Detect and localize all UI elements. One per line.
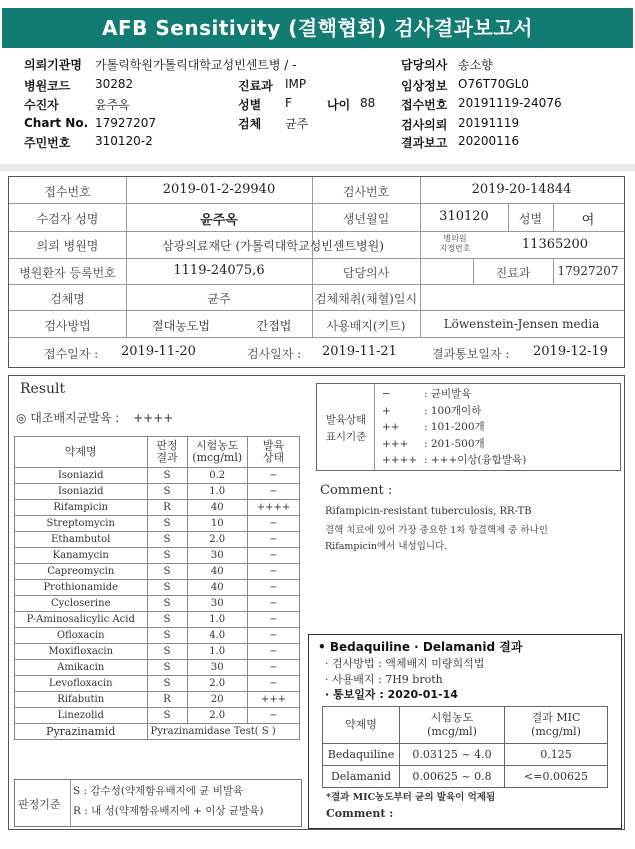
drug-name-cell: Moxifloxacin	[15, 644, 148, 660]
institution-label: 의뢰기관명	[24, 58, 82, 72]
drug-name-cell: Amikacin	[15, 660, 148, 676]
info-media-label: 사용배지(키트)	[326, 319, 406, 333]
judgement-cell: S	[147, 644, 187, 660]
dept-value: IMP	[285, 77, 307, 91]
rrn-value: 310120-2	[95, 134, 153, 148]
judgement-cell: S	[147, 516, 187, 532]
separator	[0, 164, 635, 171]
info-receipt-no-label: 접수번호	[44, 185, 91, 199]
concentration-cell: 20	[187, 692, 247, 708]
judgement-cell: S	[147, 612, 187, 628]
judgement-cell: S	[147, 484, 187, 500]
mic-result-cell: <=0.00625	[505, 766, 608, 788]
report-label: 결과보고	[401, 136, 448, 150]
info-dept-value: 17927207	[557, 264, 619, 278]
info-test-no-label: 검사번호	[342, 185, 390, 199]
drug-name-cell: Levofloxacin	[15, 676, 148, 692]
judgement-cell: R	[147, 500, 187, 516]
growth-cell: −	[247, 468, 299, 484]
info-designated-value: 11365200	[521, 237, 589, 252]
growth-cell: −	[247, 708, 299, 724]
growth-cell: −	[247, 484, 299, 500]
sex-value: F	[285, 96, 292, 110]
mic-table	[322, 706, 608, 788]
judgement-cell: S	[147, 580, 187, 596]
growth-cell: +++	[247, 692, 299, 708]
request-label: 검사의뢰	[401, 118, 448, 132]
info-reg-no-label: 병원환자 등록번호	[19, 266, 116, 280]
growth-cell: −	[247, 564, 299, 580]
concentration-cell: 40	[187, 580, 247, 596]
info-reg-no-value: 1119-24075,6	[173, 263, 265, 278]
drug-name-cell: P-Aminosalicylic Acid	[15, 612, 148, 628]
concentration-cell: 40	[187, 564, 247, 580]
info-name-label: 수검자 성명	[36, 212, 99, 226]
judgement-cell: S	[147, 468, 187, 484]
info-designated-label: 병의원 지정번호	[439, 234, 471, 253]
age-value: 88	[360, 96, 376, 110]
drug-name-cell: Linezolid	[15, 708, 148, 724]
table-row	[15, 564, 300, 580]
comment-title: Comment :	[320, 483, 393, 498]
table-row	[15, 484, 300, 500]
mic-concentration-cell: 0.03125 ~ 4.0	[400, 744, 505, 766]
info-sex-value: 여	[581, 213, 595, 228]
table-row	[15, 644, 300, 660]
drug-table	[14, 436, 300, 740]
growth-cell: −	[247, 612, 299, 628]
patient-value: 윤주옥	[95, 98, 130, 112]
mic-title: • Bedaquiline · Delamanid 결과	[318, 640, 523, 654]
legend-item	[382, 386, 526, 403]
control-growth-value: ++++	[133, 411, 174, 425]
specimen-value: 균주	[285, 117, 309, 131]
table-row	[15, 660, 300, 676]
judgement-cell: S	[147, 564, 187, 580]
table-row	[15, 676, 300, 692]
legend-list	[382, 386, 526, 469]
info-media-value: Löwenstein-Jensen media	[443, 317, 600, 331]
legend-symbol: ++++	[382, 454, 418, 466]
info-receipt-date-value: 2019-11-20	[121, 344, 196, 359]
info-method-value-2: 간접법	[256, 319, 292, 333]
judgement-cell: S	[147, 532, 187, 548]
drug-name-cell: Streptomycin	[15, 516, 148, 532]
legend-item	[382, 436, 526, 453]
mic-notify-date: · 통보일자 : 2020-01-14	[325, 688, 458, 701]
info-hospital-label: 의뢰 병원명	[36, 239, 99, 253]
drug-name-cell: Isoniazid	[15, 468, 148, 484]
info-birth-label: 생년월일	[342, 212, 390, 226]
specimen-label: 검체	[238, 117, 262, 131]
drug-name-cell: Ofloxacin	[15, 628, 148, 644]
clinical-value: O76T70GL0	[458, 77, 529, 91]
doctor-label: 담당의사	[401, 58, 448, 72]
concentration-cell: 2.0	[187, 532, 247, 548]
drug-name-cell: Capreomycin	[15, 564, 148, 580]
mic-col-drug: 약제명	[323, 707, 400, 744]
judgement-cell: S	[147, 596, 187, 612]
concentration-cell: 4.0	[187, 628, 247, 644]
concentration-cell: 1.0	[187, 612, 247, 628]
growth-cell: −	[247, 548, 299, 564]
concentration-cell: 1.0	[187, 484, 247, 500]
hospital-code-value: 30282	[95, 77, 134, 91]
table-row	[15, 548, 300, 564]
mic-comment: Comment :	[326, 807, 394, 820]
table-row	[15, 708, 300, 724]
concentration-cell: 0.2	[187, 468, 247, 484]
info-collect-label: 검체채취(채혈)일시	[314, 292, 418, 306]
table-row	[323, 744, 608, 766]
table-row	[15, 628, 300, 644]
criteria-label: 판정기준	[18, 798, 61, 811]
mic-method: · 검사방법 : 액체배지 미량희석법	[325, 657, 485, 670]
mic-concentration-cell: 0.00625 ~ 0.8	[400, 766, 505, 788]
concentration-cell: 10	[187, 516, 247, 532]
info-test-date-label: 검사일자 :	[247, 347, 302, 361]
legend-item	[382, 419, 526, 436]
judgement-cell: S	[147, 676, 187, 692]
growth-cell: −	[247, 532, 299, 548]
result-title: Result	[20, 381, 66, 397]
legend-meaning: : 100개이하	[424, 404, 482, 417]
drug-name-cell: Rifampicin	[15, 500, 148, 516]
concentration-cell: 2.0	[187, 708, 247, 724]
table-row	[15, 692, 300, 708]
table-row	[15, 500, 300, 516]
judgement-cell: S	[147, 548, 187, 564]
growth-cell: ++++	[247, 500, 299, 516]
chart-label: Chart No.	[24, 116, 89, 130]
info-notify-date-label: 결과통보일자 :	[432, 347, 510, 361]
table-row	[323, 766, 608, 788]
table-row	[15, 596, 300, 612]
concentration-cell: 30	[187, 596, 247, 612]
concentration-cell: 30	[187, 548, 247, 564]
dept-label: 진료과	[238, 79, 273, 93]
table-row	[15, 612, 300, 628]
judgement-cell: R	[147, 692, 187, 708]
info-specimen-label: 검체명	[50, 292, 85, 306]
doctor-value: 송소향	[458, 58, 493, 72]
legend-symbol: +	[382, 404, 391, 417]
pyrazinamid-name: Pyrazinamid	[15, 724, 148, 740]
info-receipt-no-value: 2019-01-2-29940	[162, 182, 276, 197]
legend-symbol: −	[382, 388, 391, 400]
hospital-code-label: 병원코드	[24, 79, 71, 93]
control-growth	[16, 409, 173, 426]
table-row	[15, 580, 300, 596]
info-test-no-value: 2019-20-14844	[471, 182, 572, 197]
legend-item	[382, 403, 526, 420]
age-label: 나이	[327, 98, 351, 112]
growth-cell: −	[247, 596, 299, 612]
growth-cell: −	[247, 516, 299, 532]
col-growth: 발육 상태	[247, 437, 299, 468]
drug-name-cell: Isoniazid	[15, 484, 148, 500]
info-method-value-1: 절대농도법	[152, 319, 210, 333]
comment-line-3: Rifampicin에서 내성입니다.	[325, 541, 448, 552]
table-row	[15, 724, 300, 740]
drug-name-cell: Kanamycin	[15, 548, 148, 564]
pyrazinamid-value: Pyrazinamidase Test( S )	[147, 724, 300, 740]
info-specimen-value: 균주	[207, 292, 231, 306]
info-dept-label: 진료과	[495, 266, 531, 280]
concentration-cell: 30	[187, 660, 247, 676]
judgement-cell: S	[147, 660, 187, 676]
mic-drug-cell: Bedaquiline	[323, 744, 400, 766]
legend-meaning: : +++이상(융합발육)	[424, 454, 527, 466]
info-sex-label: 성별	[518, 212, 543, 226]
comment-line-1: Rifampicin-resistant tuberculosis, RR-TB	[325, 506, 532, 517]
info-birth-value: 310120	[439, 209, 489, 224]
growth-cell: −	[247, 676, 299, 692]
mic-col-concentration: 시험농도 (mcg/ml)	[400, 707, 505, 744]
mic-result-cell: 0.125	[505, 744, 608, 766]
rrn-label: 주민번호	[24, 136, 71, 150]
report-value: 20200116	[458, 134, 520, 148]
table-row	[15, 516, 300, 532]
growth-cell: −	[247, 660, 299, 676]
receipt-no-value: 20191119-24076	[458, 96, 562, 110]
judgement-cell: S	[147, 628, 187, 644]
clinical-label: 임상정보	[401, 79, 448, 93]
legend-symbol: ++	[382, 421, 400, 433]
concentration-cell: 2.0	[187, 676, 247, 692]
col-concentration: 시험농도 (mcg/ml)	[187, 437, 247, 468]
institution-value: 가톨릭학원가톨릭대학교성빈센트병 / -	[95, 58, 297, 72]
mic-col-result: 결과 MIC (mcg/ml)	[505, 707, 608, 744]
comment-line-2: 결핵 치료에 있어 가장 중요한 1차 항결핵제 중 하나인	[325, 525, 548, 536]
judgement-cell: S	[147, 708, 187, 724]
info-test-date-value: 2019-11-21	[322, 344, 397, 359]
info-hospital-value: 삼광의료재단 (가톨릭대학교성빈센트병원)	[162, 239, 384, 253]
criteria-s: S : 감수성(약제함유배지에 균 비발육	[73, 785, 244, 797]
criteria-r: R : 내 성(약제함유배지에 + 이상 균발육)	[73, 805, 264, 817]
col-drug: 약제명	[15, 437, 148, 468]
info-notify-date-value: 2019-12-19	[533, 344, 608, 359]
mic-media: · 사용배지 : 7H9 broth	[325, 673, 443, 686]
control-growth-label: ◎ 대조배지균발육 :	[16, 411, 120, 425]
mic-drug-cell: Delamanid	[323, 766, 400, 788]
info-method-label: 검사방법	[44, 319, 91, 333]
info-name-value: 윤주옥	[200, 213, 238, 228]
mic-note: *결과 MIC농도부터 균의 발육이 억제됨	[326, 792, 496, 803]
table-row	[15, 532, 300, 548]
sex-label: 성별	[238, 98, 262, 112]
chart-value: 17927207	[95, 116, 157, 130]
info-doctor-label: 담당의사	[342, 266, 390, 280]
concentration-cell: 1.0	[187, 644, 247, 660]
legend-item	[382, 452, 526, 469]
legend-meaning: : 101-200개	[424, 421, 485, 433]
info-receipt-date-label: 접수일자 :	[44, 347, 99, 361]
report-title: AFB Sensitivity (결핵협회) 검사결과보고서	[2, 8, 633, 48]
growth-cell: −	[247, 580, 299, 596]
drug-name-cell: Cycloserine	[15, 596, 148, 612]
growth-cell: −	[247, 644, 299, 660]
growth-cell: −	[247, 628, 299, 644]
receipt-no-label: 접수번호	[401, 98, 448, 112]
legend-symbol: +++	[382, 437, 409, 450]
request-value: 20191119	[458, 116, 520, 130]
drug-name-cell: Ethambutol	[15, 532, 148, 548]
col-judgement: 판정 결과	[147, 437, 187, 468]
drug-name-cell: Prothionamide	[15, 580, 148, 596]
concentration-cell: 40	[187, 500, 247, 516]
table-row	[15, 468, 300, 484]
drug-name-cell: Rifabutin	[15, 692, 148, 708]
legend-meaning: : 균비발육	[424, 388, 472, 400]
legend-meaning: : 201-500개	[424, 437, 485, 450]
patient-label: 수진자	[24, 98, 59, 112]
legend-label: 발육상태 표시기준	[325, 414, 367, 443]
